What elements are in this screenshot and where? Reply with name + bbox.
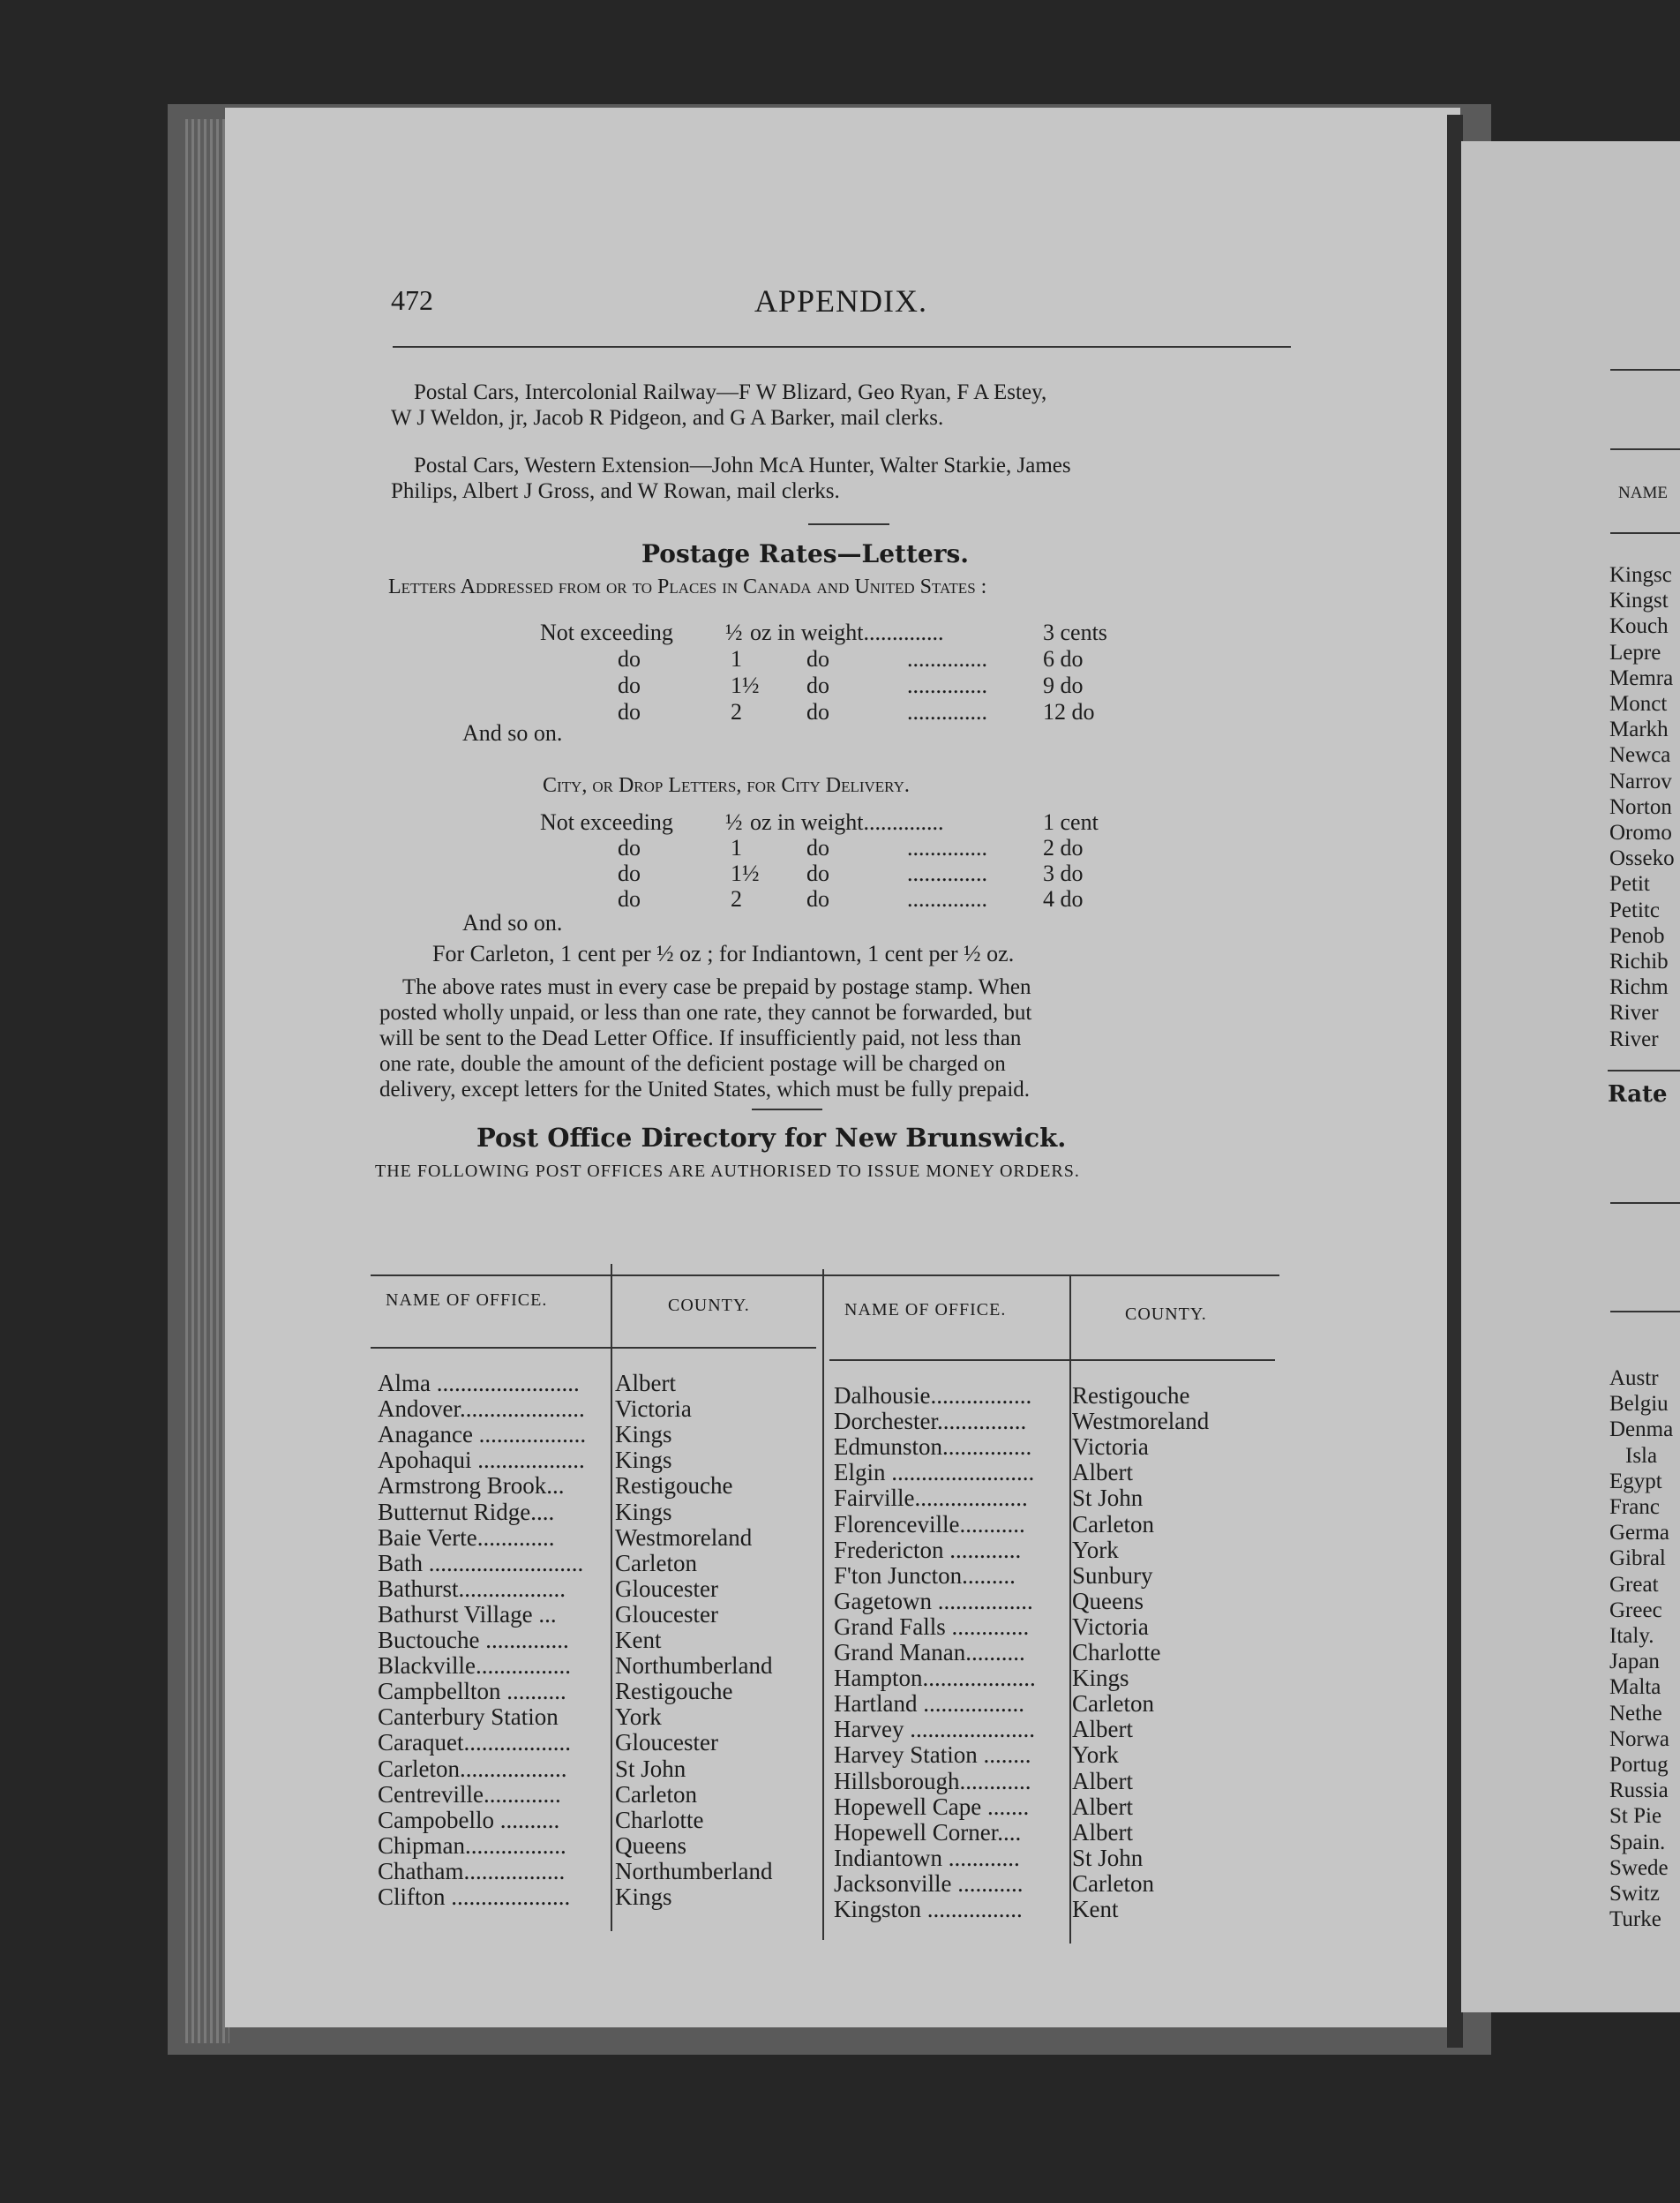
col-head-rule-2	[829, 1359, 1275, 1361]
city-rate-label: Not exceeding	[540, 809, 673, 835]
facing-heading: Rate	[1608, 1081, 1668, 1108]
city-rate-weight: 1½	[731, 861, 760, 886]
col-office-2: NAME OF OFFICE.	[844, 1300, 1007, 1320]
office-name: Baie Verte.............	[378, 1523, 555, 1551]
facing-entry: River	[1609, 1026, 1659, 1051]
city-rate-dots: ..............	[907, 861, 987, 886]
facing-entry: Denma	[1609, 1417, 1674, 1442]
office-name: Chatham.................	[378, 1857, 566, 1884]
directory-top-rule	[371, 1274, 1279, 1276]
facing-entry: Switz	[1609, 1882, 1660, 1906]
facing-rule-3	[1610, 532, 1680, 534]
office-name: Dorchester...............	[834, 1408, 1027, 1435]
city-delivery-heading: City, or Drop Letters, for City Delivery.	[543, 774, 910, 797]
facing-entry: Penob	[1609, 923, 1665, 948]
office-name: Hampton...................	[834, 1665, 1036, 1692]
county-name: Queens	[615, 1831, 686, 1859]
office-name: Carleton..................	[378, 1755, 567, 1782]
county-name: Gloucester	[615, 1600, 718, 1628]
city-rate-weight: 2	[731, 886, 742, 912]
county-name: Carleton	[615, 1549, 697, 1576]
facing-rule-6	[1610, 1311, 1680, 1312]
county-name: York	[615, 1703, 662, 1731]
facing-entry: Greec	[1609, 1598, 1662, 1622]
facing-entry: Austr	[1609, 1366, 1659, 1390]
city-rate-rate: 2 do	[1043, 835, 1084, 861]
county-name: Victoria	[1072, 1433, 1149, 1461]
county-name: Kings	[615, 1883, 672, 1910]
col-divider-2	[822, 1269, 824, 1940]
county-name: Carleton	[1072, 1690, 1154, 1718]
letter-rate-label: do	[618, 699, 641, 725]
col-county-2: COUNTY.	[1125, 1305, 1207, 1324]
office-name: Elgin ........................	[834, 1459, 1035, 1486]
letter-rate-label: Not exceeding	[540, 620, 673, 645]
office-name: Fairville...................	[834, 1485, 1028, 1512]
office-name: Grand Falls .............	[834, 1613, 1030, 1640]
letter-rate-unit: do	[806, 646, 829, 672]
office-name: F'ton Juncton.........	[834, 1561, 1016, 1589]
office-name: Hillsborough............	[834, 1767, 1031, 1794]
postal-cars-western: Postal Cars, Western Extension—John McA Hunter, Walter Starkie, James Philips, Albert J Gross, and W Rowan, mail clerks.	[391, 454, 1071, 503]
county-name: Albert	[1072, 1459, 1133, 1486]
facing-entry: Richm	[1609, 975, 1669, 1000]
facing-col-head: NAME	[1618, 484, 1668, 502]
city-rate-unit: do	[806, 886, 829, 912]
facing-entry: Kingsc	[1609, 563, 1672, 587]
directory-subtitle: THE FOLLOWING POST OFFICES ARE AUTHORISED TO ISSUE MONEY ORDERS.	[375, 1162, 1080, 1181]
carleton-note: For Carleton, 1 cent per ½ oz ; for Indiantown, 1 cent per ½ oz.	[432, 941, 1015, 966]
county-name: Albert	[1072, 1818, 1133, 1846]
city-rate-rate: 3 do	[1043, 861, 1084, 886]
facing-rule-1	[1610, 369, 1680, 371]
office-name: Harvey Station ........	[834, 1741, 1031, 1769]
letter-rate-weight: 2	[731, 699, 742, 725]
facing-entry: Memra	[1609, 665, 1674, 690]
office-name: Clifton ....................	[378, 1883, 571, 1910]
col-head-rule-1	[371, 1347, 816, 1349]
county-name: Carleton	[1072, 1510, 1154, 1538]
office-name: Caraquet..................	[378, 1729, 571, 1756]
city-rate-unit: oz in weight..............	[750, 809, 944, 835]
facing-entry: Norwa	[1609, 1726, 1670, 1751]
office-name: Florenceville...........	[834, 1510, 1025, 1538]
letter-rate-dots: ..............	[907, 646, 987, 672]
office-name: Kingston ................	[834, 1896, 1023, 1922]
facing-entry: Kouch	[1609, 614, 1669, 639]
county-name: Westmoreland	[1072, 1408, 1210, 1435]
city-rate-label: do	[618, 886, 641, 912]
facing-entry: River	[1609, 1001, 1659, 1026]
city-rate-unit: do	[806, 835, 829, 861]
office-name: Dalhousie.................	[834, 1382, 1032, 1409]
county-name: Westmoreland	[615, 1523, 753, 1551]
office-name: Gagetown ................	[834, 1587, 1033, 1614]
county-name: St John	[1072, 1485, 1144, 1512]
facing-entry: Petit	[1609, 872, 1650, 897]
letter-rate-weight: 1	[731, 646, 742, 672]
facing-entry: Egypt	[1609, 1469, 1662, 1493]
office-name: Campbellton ..........	[378, 1678, 566, 1705]
facing-entry: Franc	[1609, 1495, 1660, 1519]
and-so-on: And so on.	[462, 720, 563, 746]
county-name: Sunbury	[1072, 1561, 1153, 1589]
facing-entry: Monct	[1609, 692, 1668, 716]
office-name: Campobello ..........	[378, 1806, 560, 1833]
facing-entry: Italy.	[1609, 1624, 1654, 1648]
county-name: St John	[615, 1755, 686, 1782]
office-name: Bath ..........................	[378, 1549, 584, 1576]
facing-entry: Belgiu	[1609, 1392, 1669, 1417]
letter-rate-unit: do	[806, 699, 829, 725]
office-name: Grand Manan..........	[834, 1639, 1025, 1665]
facing-entry: Richib	[1609, 950, 1669, 974]
postage-subtitle: Letters Addressed from or to Places in Canada and United States :	[388, 575, 987, 598]
facing-rule-5	[1610, 1202, 1680, 1204]
facing-entry: Oromo	[1609, 821, 1672, 845]
facing-entry: Isla	[1625, 1443, 1658, 1468]
city-rate-rate: 4 do	[1043, 886, 1084, 912]
county-name: Kings	[615, 1421, 672, 1448]
office-name: Centreville.............	[378, 1780, 561, 1808]
office-name: Edmunston...............	[834, 1433, 1032, 1461]
county-name: Albert	[1072, 1793, 1133, 1820]
facing-rule-4	[1608, 1070, 1680, 1071]
office-name: Buctouche ..............	[378, 1627, 569, 1653]
county-name: Northumberland	[615, 1857, 773, 1884]
running-title: APPENDIX.	[754, 283, 928, 319]
office-name: Fredericton ............	[834, 1536, 1022, 1563]
city-rate-unit: do	[806, 861, 829, 886]
facing-entry: Petitc	[1609, 898, 1660, 922]
city-rate-label: do	[618, 835, 641, 861]
county-name: Kings	[1072, 1665, 1129, 1692]
letter-rate-weight: ½	[725, 620, 743, 645]
county-name: Victoria	[1072, 1613, 1149, 1640]
county-name: Albert	[1072, 1716, 1133, 1743]
city-rate-rate: 1 cent	[1043, 809, 1099, 835]
county-name: Carleton	[1072, 1869, 1154, 1897]
letter-rate-label: do	[618, 646, 641, 672]
city-rate-weight: ½	[725, 809, 743, 835]
facing-entry: Germa	[1609, 1521, 1670, 1545]
office-name: Anagance ..................	[378, 1421, 587, 1448]
col-county-1: COUNTY.	[668, 1296, 750, 1315]
city-rate-weight: 1	[731, 835, 742, 861]
prepaid-paragraph: The above rates must in every case be prepaid by postage stamp. When posted wholly unpaid, or less than one rate, they cannot be forwarded, but will be sent to the Dead Letter Office. If insufficiently paid, not less than one rate, double the amount of the deficient postage will be charged on delivery, except letters for the United States, which must be fully prepaid.	[379, 975, 1032, 1102]
county-name: Victoria	[615, 1395, 692, 1423]
letter-rate-weight: 1½	[731, 673, 760, 698]
office-name: Canterbury Station	[378, 1703, 559, 1731]
office-name: Hartland .................	[834, 1690, 1024, 1718]
office-name: Andover.....................	[378, 1395, 585, 1423]
letter-rate-unit: oz in weight..............	[750, 620, 944, 645]
county-name: Kings	[615, 1498, 672, 1525]
facing-entry: St Pie	[1609, 1804, 1662, 1829]
office-name: Butternut Ridge....	[378, 1498, 555, 1525]
office-name: Blackville................	[378, 1652, 571, 1680]
office-name: Hopewell Corner....	[834, 1818, 1022, 1846]
county-name: York	[1072, 1741, 1119, 1769]
facing-entry: Great	[1609, 1572, 1659, 1597]
county-name: Kent	[615, 1627, 662, 1653]
county-name: St John	[1072, 1844, 1144, 1871]
office-name: Chipman.................	[378, 1831, 566, 1859]
letter-rate-rate: 12 do	[1043, 699, 1095, 725]
county-name: Northumberland	[615, 1652, 773, 1680]
short-rule-2	[752, 1109, 822, 1110]
facing-entry: Russia	[1609, 1778, 1669, 1803]
county-name: Restigouche	[615, 1472, 733, 1500]
facing-entry: Malta	[1609, 1675, 1661, 1700]
letter-rate-dots: ..............	[907, 699, 987, 725]
postal-cars-intercolonial: Postal Cars, Intercolonial Railway—F W Blizard, Geo Ryan, F A Estey, W J Weldon, jr, Jacob R Pidgeon, and G A Barker, mail clerks.	[391, 380, 1047, 430]
header-rule	[393, 346, 1291, 348]
letter-rate-unit: do	[806, 673, 829, 698]
office-name: Armstrong Brook...	[378, 1472, 565, 1500]
facing-entry: Norton	[1609, 794, 1672, 819]
county-name: Restigouche	[615, 1678, 733, 1705]
facing-entry: Lepre	[1609, 640, 1661, 665]
page-edges	[185, 119, 229, 2043]
facing-entry: Japan	[1609, 1650, 1660, 1674]
county-name: Gloucester	[615, 1729, 718, 1756]
directory-title: Post Office Directory for New Brunswick.	[476, 1123, 1067, 1153]
facing-entry: Osseko	[1609, 846, 1675, 871]
facing-entry: Nethe	[1609, 1701, 1662, 1726]
and-so-on-2: And so on.	[462, 910, 563, 936]
facing-entry: Turke	[1609, 1907, 1661, 1932]
county-name: Gloucester	[615, 1575, 718, 1602]
office-name: Indiantown ............	[834, 1844, 1020, 1871]
county-name: Kent	[1072, 1896, 1119, 1922]
postage-rates-title: Postage Rates—Letters.	[641, 539, 969, 568]
facing-entry: Narrov	[1609, 769, 1672, 793]
facing-entry: Spain.	[1609, 1830, 1666, 1854]
col-divider-3	[1069, 1276, 1071, 1944]
county-name: Albert	[615, 1370, 676, 1396]
office-name: Hopewell Cape .......	[834, 1793, 1030, 1820]
facing-entry: Gibral	[1609, 1546, 1666, 1571]
county-name: Queens	[1072, 1587, 1144, 1614]
office-name: Apohaqui ..................	[378, 1447, 585, 1474]
city-rate-label: do	[618, 861, 641, 886]
office-name: Alma ........................	[378, 1370, 580, 1396]
facing-entry: Kingst	[1609, 589, 1669, 613]
city-rate-dots: ..............	[907, 886, 987, 912]
county-name: Charlotte	[615, 1806, 704, 1833]
county-name: Carleton	[615, 1780, 697, 1808]
col-office-1: NAME OF OFFICE.	[386, 1290, 548, 1310]
col-divider-1	[611, 1264, 612, 1931]
letter-rate-label: do	[618, 673, 641, 698]
short-rule-1	[808, 523, 889, 525]
letter-rate-rate: 6 do	[1043, 646, 1084, 672]
office-name: Bathurst..................	[378, 1575, 566, 1602]
facing-rule-2	[1610, 448, 1680, 450]
county-name: Charlotte	[1072, 1639, 1161, 1665]
facing-entry: Newca	[1609, 743, 1671, 768]
county-name: Kings	[615, 1447, 672, 1474]
office-name: Bathurst Village ...	[378, 1600, 557, 1628]
facing-entry: Portug	[1609, 1753, 1669, 1777]
county-name: York	[1072, 1536, 1119, 1563]
letter-rate-rate: 3 cents	[1043, 620, 1107, 645]
facing-entry: Markh	[1609, 718, 1669, 742]
county-name: Restigouche	[1072, 1382, 1190, 1409]
page-number: 472	[391, 284, 433, 316]
letter-rate-dots: ..............	[907, 673, 987, 698]
office-name: Jacksonville ...........	[834, 1869, 1024, 1897]
city-rate-dots: ..............	[907, 835, 987, 861]
county-name: Albert	[1072, 1767, 1133, 1794]
office-name: Harvey .....................	[834, 1716, 1035, 1743]
facing-entry: Swede	[1609, 1855, 1669, 1880]
letter-rate-rate: 9 do	[1043, 673, 1084, 698]
